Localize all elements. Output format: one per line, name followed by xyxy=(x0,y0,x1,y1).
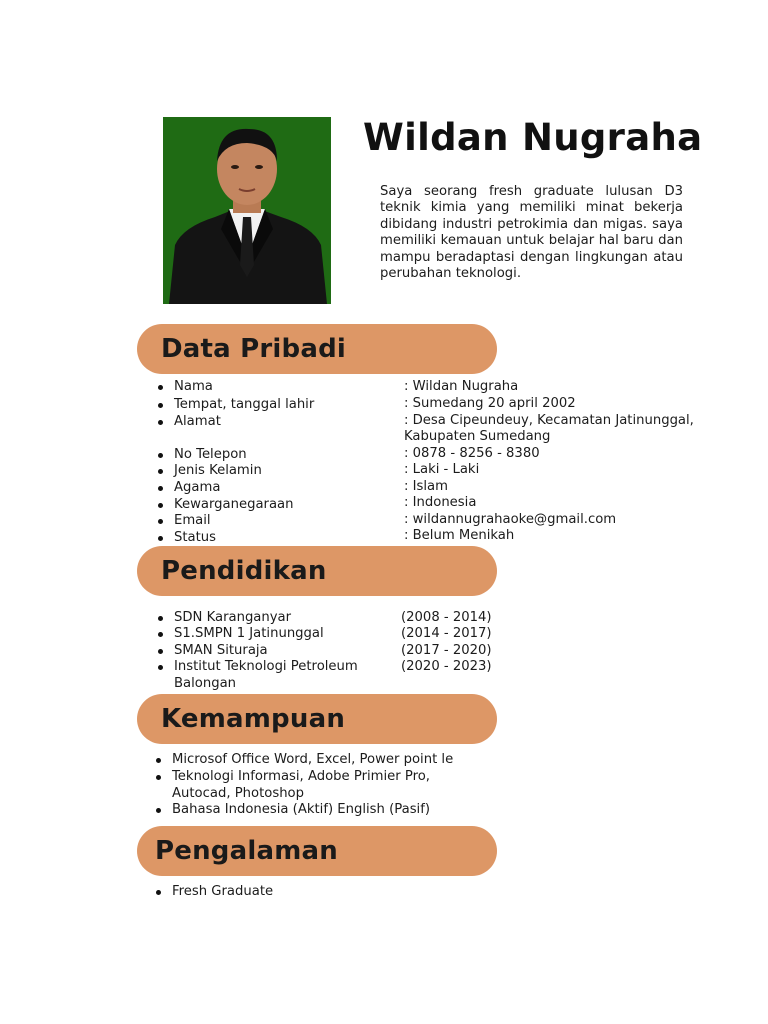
education-school-4: Institut Teknologi Petroleum xyxy=(174,659,358,674)
education-years-4: (2020 - 2023) xyxy=(401,659,492,674)
personal-value-status: : Belum Menikah xyxy=(404,528,515,543)
personal-label-status: Status xyxy=(174,530,217,545)
education-school-2: S1.SMPN 1 Jatinunggal xyxy=(174,626,324,641)
profile-photo xyxy=(163,117,331,304)
personal-value-ttl: : Sumedang 20 april 2002 xyxy=(404,396,576,411)
personal-label-kewarganegaraan: Kewarganegaraan xyxy=(174,497,294,512)
section-header-pengalaman xyxy=(137,826,497,876)
education-years-1: (2008 - 2014) xyxy=(401,610,492,625)
section-header-kemampuan xyxy=(137,694,497,744)
personal-value-agama: : Islam xyxy=(404,479,448,494)
full-name: Wildan Nugraha xyxy=(363,116,703,159)
personal-label-nama: Nama xyxy=(174,379,213,394)
personal-value-alamat: : Desa Cipeundeuy, Kecamatan Jatinunggal, xyxy=(404,413,694,428)
section-title-data-pribadi: Data Pribadi xyxy=(161,334,347,364)
section-header-pendidikan xyxy=(137,546,497,596)
skill-item-2-line2: Autocad, Photoshop xyxy=(172,786,304,801)
personal-label-agama: Agama xyxy=(174,480,221,495)
section-title-kemampuan: Kemampuan xyxy=(161,704,346,734)
personal-label-alamat: Alamat xyxy=(174,414,221,429)
education-school-3: SMAN Situraja xyxy=(174,643,268,658)
section-header-data-pribadi xyxy=(137,324,497,374)
skill-item-3: Bahasa Indonesia (Aktif) English (Pasif) xyxy=(172,802,431,817)
personal-value-email: : wildannugrahaoke@gmail.com xyxy=(404,512,617,527)
personal-value-kewarganegaraan: : Indonesia xyxy=(404,495,477,510)
personal-value-jenis-kelamin: : Laki - Laki xyxy=(404,462,480,477)
skill-item-2: Teknologi Informasi, Adobe Primier Pro, xyxy=(172,769,431,784)
personal-label-jenis-kelamin: Jenis Kelamin xyxy=(174,463,262,478)
personal-value-nama: : Wildan Nugraha xyxy=(404,379,519,394)
experience-item-1: Fresh Graduate xyxy=(172,884,274,899)
profile-photo-image xyxy=(163,117,331,304)
profile-summary: Saya seorang fresh graduate lulusan D3 teknik kimia yang memiliki minat bekerja dibidang industri petrokimia dan migas. saya memiliki kemauan untuk belajar hal baru dan mampu beradaptasi dengan lingkungan atau perubahan teknologi. xyxy=(380,184,683,282)
personal-value-alamat-line2: Kabupaten Sumedang xyxy=(404,429,551,444)
section-title-pendidikan: Pendidikan xyxy=(161,556,327,586)
education-school-4-line2: Balongan xyxy=(174,676,237,691)
education-years-2: (2014 - 2017) xyxy=(401,626,492,641)
personal-label-email: Email xyxy=(174,513,211,528)
personal-label-ttl: Tempat, tanggal lahir xyxy=(174,397,315,412)
section-title-pengalaman: Pengalaman xyxy=(155,836,338,866)
personal-label-telepon: No Telepon xyxy=(174,447,247,462)
education-school-1: SDN Karanganyar xyxy=(174,610,292,625)
skill-item-1: Microsof Office Word, Excel, Power point le xyxy=(172,752,454,767)
education-years-3: (2017 - 2020) xyxy=(401,643,492,658)
personal-value-telepon: : 0878 - 8256 - 8380 xyxy=(404,446,540,461)
